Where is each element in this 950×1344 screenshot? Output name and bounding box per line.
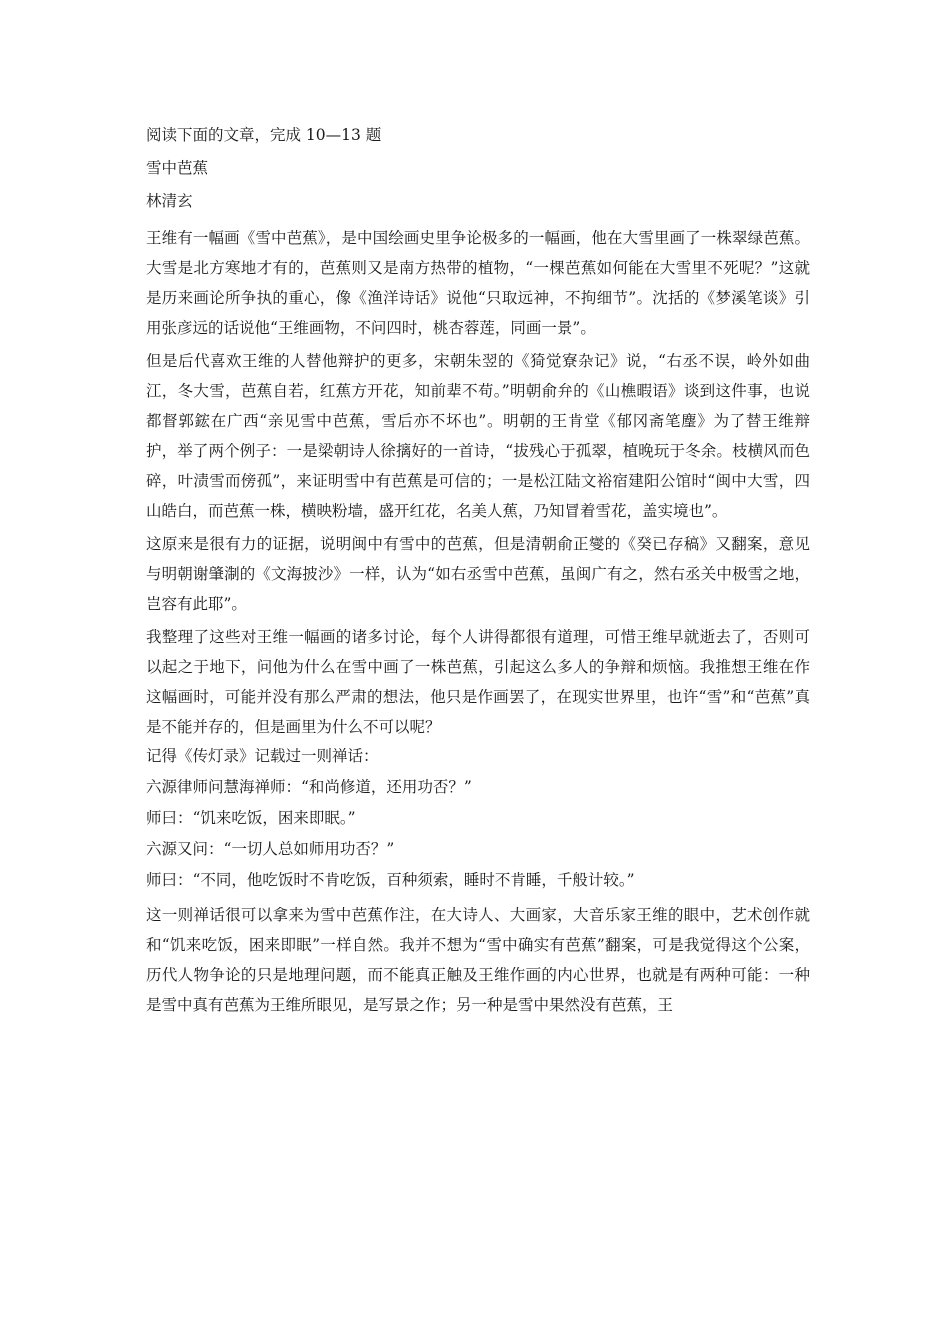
paragraph-4: 我整理了这些对王维一幅画的诸多讨论，每个人讲得都很有道理，可惜王维早就逝去了，否则可以起之于地下，问他为什么在雪中画了一株芭蕉，引起这么多人的争辩和烦恼。我推想王维在作这幅画时，可能并没有那么严肃的想法，他只是作画罢了，在现实世界里，也许“雪”和“芭蕉”真是不能并存的，但是画里为什么不可以呢？: [146, 628, 810, 736]
paragraph-2: 但是后代喜欢王维的人替他辩护的更多，宋朝朱翌的《猗觉寮杂记》说，“右丞不误，岭外如曲江，冬大雪，芭蕉自若，红蕉方开花，知前辈不苟。”明朝俞弁的《山樵暇语》谈到这件事，也说都督郭鋐在广西“亲见雪中芭蕉，雪后亦不坏也”。明朝的王肯堂《郁冈斋笔麈》为了替王维辩护，举了两个例子：一是梁朝诗人徐摛好的一首诗，“拔残心于孤翠，植晚玩于冬余。枝横风而色碎，叶渍雪而傍孤”，来证明雪中有芭蕉是可信的；一是松江陆文裕宿建阳公馆时“闽中大雪，四山皓白，而芭蕉一株，横映粉墙，盛开红花，名美人蕉，乃知冒着雪花，盖实境也”。: [146, 352, 810, 520]
question-instruction: 阅读下面的文章，完成 10—13 题: [146, 126, 382, 144]
article-title: 雪中芭蕉: [146, 159, 209, 177]
article-author: 林清玄: [146, 192, 193, 210]
dialogue-line-1: 六源律师问慧海禅师：“和尚修道，还用功否？”: [146, 778, 472, 796]
dialogue-line-3: 六源又问：“一切人总如师用功否？”: [146, 840, 395, 858]
closing-paragraph: 这一则禅话很可以拿来为雪中芭蕉作注，在大诗人、大画家，大音乐家王维的眼中，艺术创作就和“饥来吃饭，困来即眠”一样自然。我并不想为“雪中确实有芭蕉”翻案，可是我觉得这个公案，历代人物争论的只是地理问题，而不能真正触及王维作画的内心世界，也就是有两种可能：一种是雪中真有芭蕉为王维所眼见，是写景之作；另一种是雪中果然没有芭蕉，王: [146, 906, 810, 1014]
paragraph-3: 这原来是很有力的证据，说明闽中有雪中的芭蕉，但是清朝俞正燮的《癸已存稿》又翻案，意见与明朝谢肇淛的《文海披沙》一样，认为“如右丞雪中芭蕉，虽闽广有之，然右丞关中极雪之地，岂容有此耶”。: [146, 535, 810, 613]
transition-line: 记得《传灯录》记载过一则禅话：: [146, 747, 379, 765]
dialogue-line-2: 师曰：“饥来吃饭，困来即眠。”: [146, 809, 356, 827]
dialogue-line-4: 师曰：“不同，他吃饭时不肯吃饭，百种须索，睡时不肯睡，千般计较。”: [146, 871, 635, 889]
paragraph-1: 王维有一幅画《雪中芭蕉》，是中国绘画史里争论极多的一幅画，他在大雪里画了一株翠绿芭蕉。大雪是北方寒地才有的，芭蕉则又是南方热带的植物，“一棵芭蕉如何能在大雪里不死呢？”这就是历来画论所争执的重心，像《渔洋诗话》说他“只取远神，不拘细节”。沈括的《梦溪笔谈》引用张彦远的话说他“王维画物，不问四时，桃杏蓉莲，同画一景”。: [146, 229, 810, 337]
article-page: [146, 124, 810, 1023]
